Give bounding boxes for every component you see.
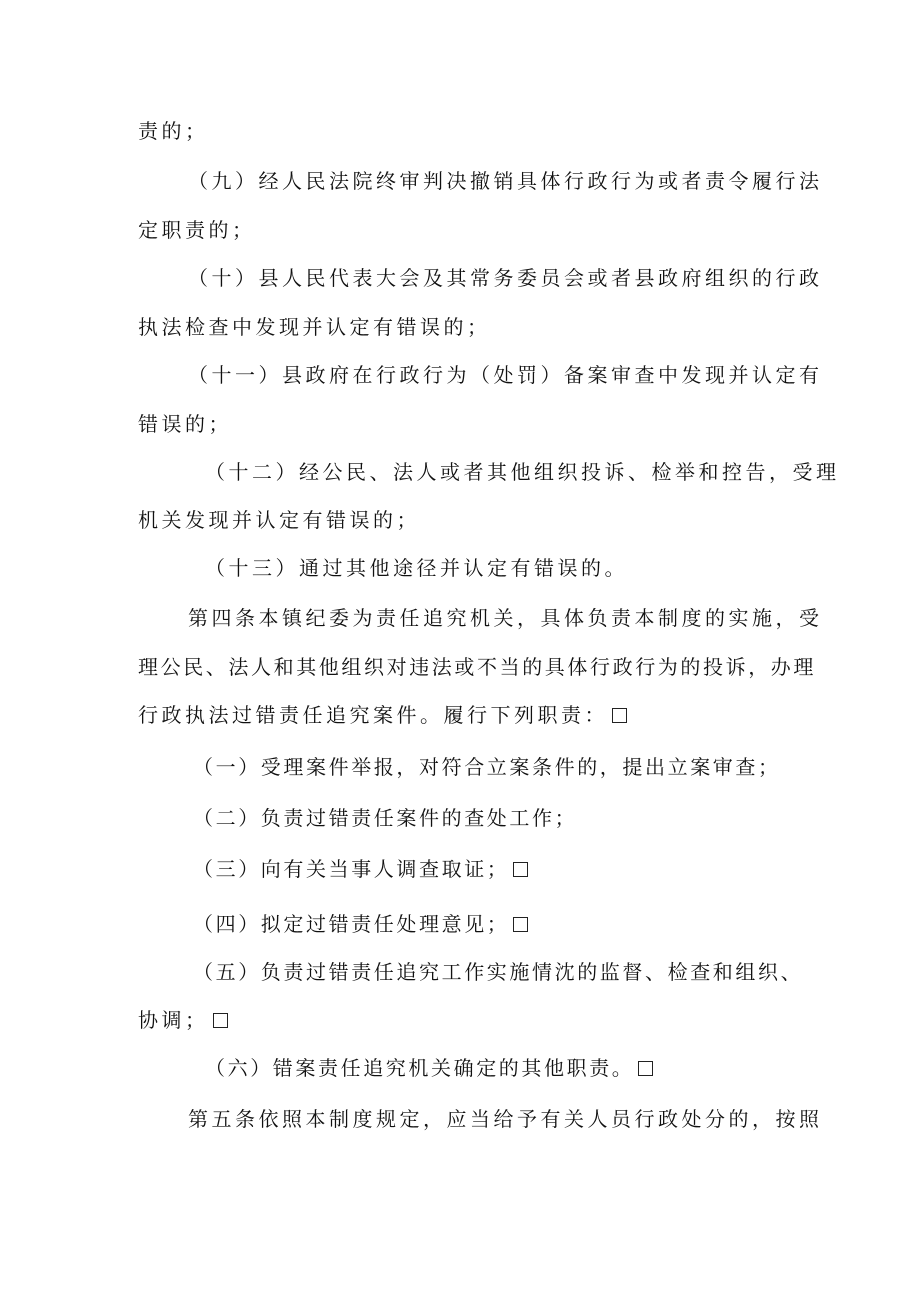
article-5-line: 第五条依照本制度规定，应当给予有关人员行政处分的，按照 [188, 1107, 823, 1131]
text-line: （十）县人民代表大会及其常务委员会或者县政府组织的行政 [188, 266, 823, 290]
checkbox-glyph [612, 708, 627, 723]
text-line: 协调； [138, 1006, 228, 1034]
checkbox-glyph [513, 917, 528, 932]
article-4-line: 第四条本镇纪委为责任追究机关，具体负责本制度的实施，受 [188, 606, 823, 630]
text-line: （十三）通过其他途径并认定有错误的。 [205, 556, 628, 580]
text-line: （四）拟定过错责任处理意见； [193, 910, 528, 938]
text-line: （二）负责过错责任案件的查处工作； [193, 806, 578, 830]
text-line: 行政执法过错责任追究案件。履行下列职责： [138, 701, 627, 729]
text-line: 理公民、法人和其他组织对违法或不当的具体行政行为的投诉，办理 [138, 655, 816, 679]
text-line: 错误的； [138, 412, 232, 436]
text-line: （十二）经公民、法人或者其他组织投诉、检举和控告，受理 [205, 460, 840, 484]
text-line: 执法检查中发现并认定有错误的； [138, 315, 491, 339]
text-line: （三）向有关当事人调查取证； [193, 855, 528, 883]
text-line: （五）负责过错责任追究工作实施情沈的监督、检查和组织、 [193, 960, 804, 984]
checkbox-glyph [213, 1013, 228, 1028]
checkbox-glyph [638, 1061, 653, 1076]
text-line: （十一）县政府在行政行为（处罚）备案审查中发现并认定有 [188, 363, 823, 387]
text-line: （六）错案责任追究机关确定的其他职责。 [205, 1054, 653, 1082]
text-line: （一）受理案件举报，对符合立案条件的，提出立案审查； [193, 755, 781, 779]
text-line: 机关发现并认定有错误的； [138, 508, 420, 532]
text-line: （九）经人民法院终审判决撤销具体行政行为或者责令履行法 [188, 169, 823, 193]
text-line: 责的； [138, 119, 209, 143]
text-line: 定职责的； [138, 218, 256, 242]
checkbox-glyph [513, 862, 528, 877]
